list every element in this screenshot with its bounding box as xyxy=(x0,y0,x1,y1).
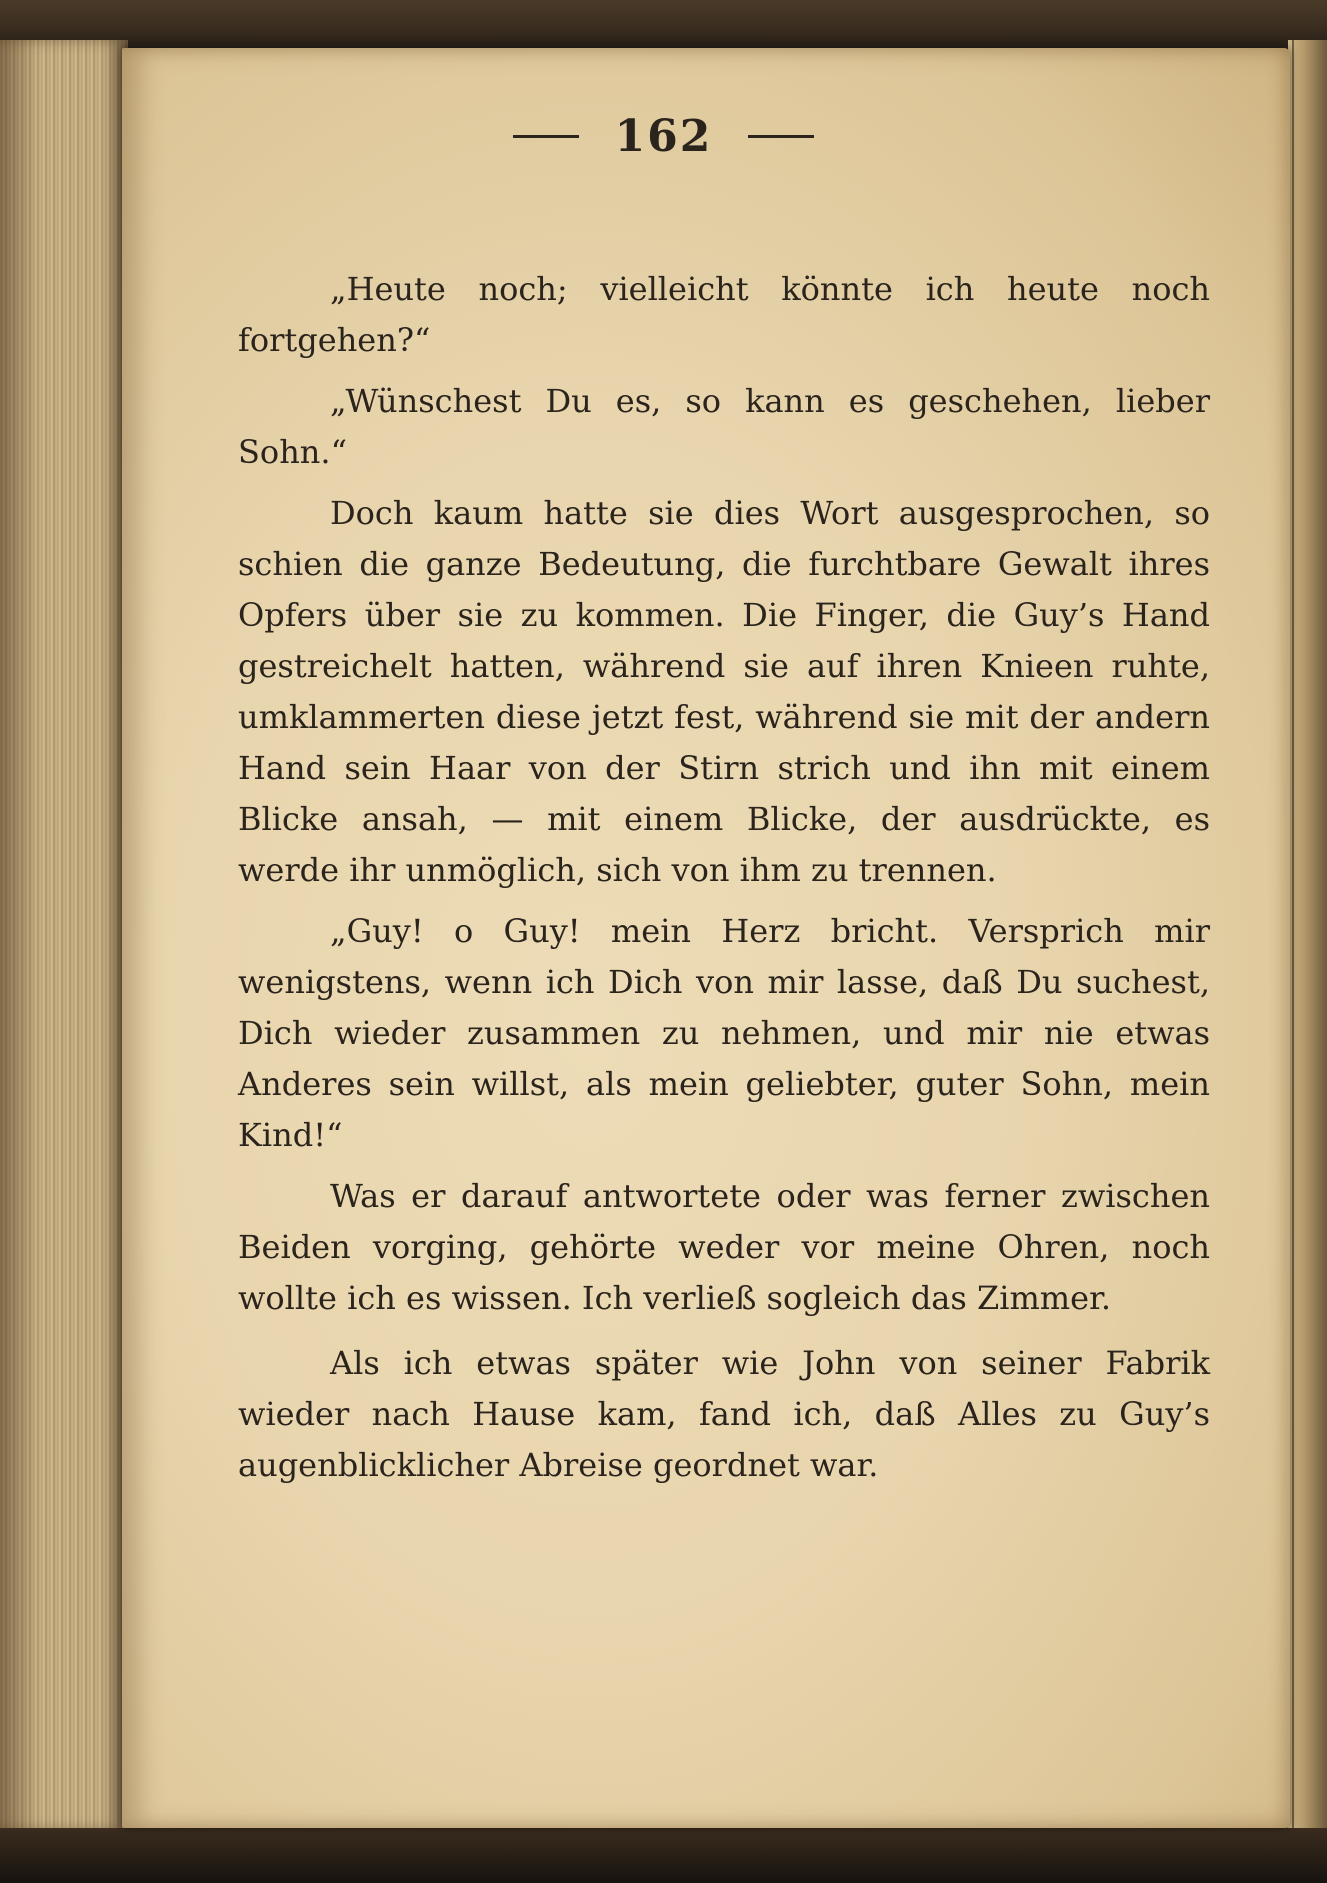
paragraph: „Wünschest Du es, so kann es geschehen, lieber Sohn.“ xyxy=(238,382,1210,471)
paragraph: „Guy! o Guy! mein Herz bricht. Versprich mir wenigstens, wenn ich Dich von mir lasse, daß Du suchest, Dich wieder zusammen zu nehmen, und mir nie etwas Anderes sein willst, als mein geliebter, guter Sohn, mein Kind!“ xyxy=(238,912,1210,1154)
header-dash-left xyxy=(513,135,579,138)
paragraph: Doch kaum hatte sie dies Wort ausgesprochen, so schien die ganze Bedeutung, die furchtbare Gewalt ihres Opfers über sie zu kommen. Die Finger, die Guy’s Hand gestreichelt hatten, während sie auf ihren Knieen ruhte, umklammerten diese jetzt fest, während sie mit der andern Hand sein Haar von der Stirn strich und ihn mit einem Blicke ansah, — mit einem Blicke, der ausdrückte, es werde ihr unmöglich, sich von ihm zu trennen. xyxy=(238,494,1210,889)
paragraph: Was er darauf antwortete oder was ferner zwischen Beiden vorging, gehörte weder vor meine Ohren, noch wollte ich es wissen. Ich verließ sogleich das Zimmer. xyxy=(238,1177,1210,1317)
book-spine xyxy=(1288,40,1327,1840)
page-header xyxy=(0,108,1327,162)
page-number: 162 xyxy=(614,111,713,162)
page-body xyxy=(238,264,1210,1491)
book-cover-edge xyxy=(0,0,1327,44)
bottom-shadow xyxy=(0,1828,1327,1883)
header-dash-right xyxy=(748,135,814,138)
paragraph: Als ich etwas später wie John von seiner Fabrik wieder nach Hause kam, fand ich, daß Alles zu Guy’s augenblicklicher Abreise geordnet war. xyxy=(238,1344,1210,1484)
stacked-page-edges xyxy=(0,40,128,1830)
paragraph: „Heute noch; vielleicht könnte ich heute noch fortgehen?“ xyxy=(238,270,1210,359)
